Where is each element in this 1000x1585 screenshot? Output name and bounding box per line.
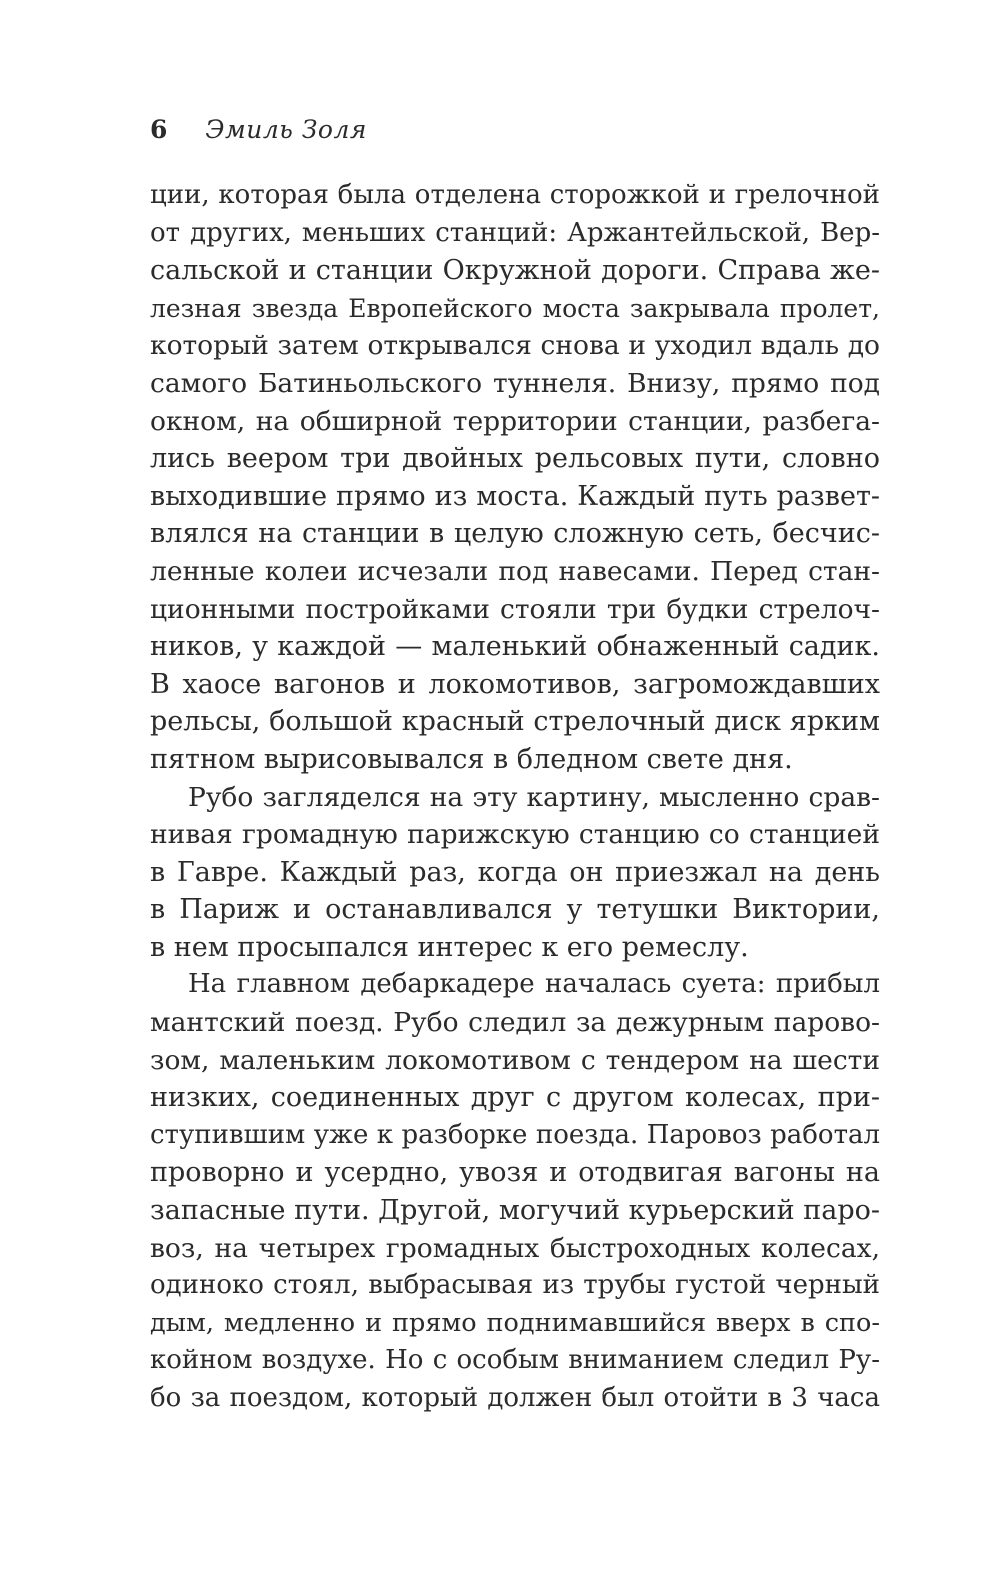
text-line: самого Батиньольского туннеля. Внизу, прямо под: [150, 367, 880, 399]
text-line: На главном дебаркадере началась суета: прибыл: [188, 969, 880, 1000]
text-line: в Гавре. Каждый раз, когда он приезжал на день: [150, 856, 880, 888]
text-line: пятном вырисовывался в бледном свете дня.: [150, 743, 793, 775]
text-line: окном, на обширной территории станции, разбега-: [150, 405, 880, 437]
text-line: ленные колеи исчезали под навесами. Перед стан-: [150, 555, 880, 587]
text-line: бо за поездом, который должен был отойти в 3 часа: [150, 1383, 880, 1413]
text-line: в нем просыпался интерес к его ремеслу.: [150, 931, 749, 963]
text-line: проворно и усердно, увозя и отодвигая вагоны на: [150, 1157, 880, 1189]
text-line: В хаосе вагонов и локомотивов, загромождавших: [150, 668, 880, 700]
text-line: мантский поезд. Рубо следил за дежурным парово-: [150, 1007, 880, 1039]
body-text: [150, 177, 880, 1418]
text-line: воз, на четырех громадных быстроходных колесах,: [150, 1232, 880, 1264]
text-line: одиноко стоял, выбрасывая из трубы густой черный: [150, 1270, 880, 1301]
text-line: низких, соединенных друг с другом колесах, при-: [150, 1082, 880, 1114]
text-line: который затем открывался снова и уходил вдаль до: [150, 330, 880, 362]
text-line: запасные пути. Другой, могучий курьерский паро-: [150, 1195, 880, 1227]
text-line: лезная звезда Европейского моста закрывала пролет,: [150, 293, 880, 323]
text-line: койном воздухе. Но с особым вниманием следил Ру-: [150, 1345, 880, 1376]
text-line: выходившие прямо из моста. Каждый путь развет-: [150, 480, 880, 512]
author-name: Эмиль Золя: [205, 115, 367, 144]
text-line: рельсы, большой красный стрелочный диск ярким: [150, 706, 880, 738]
page-number: 6: [150, 115, 168, 144]
text-line: в Париж и останавливался у тетушки Виктории,: [150, 894, 880, 926]
text-line: от других, меньших станций: Аржантейльской, Вер-: [150, 217, 880, 248]
running-head: [150, 115, 367, 155]
text-line: сальской и станции Окружной дороги. Справа же-: [150, 255, 880, 287]
text-line: ступившим уже к разборке поезда. Паровоз работал: [150, 1119, 880, 1150]
text-line: лись веером три двойных рельсовых пути, словно: [150, 443, 880, 475]
text-line: ции, которая была отделена сторожкой и грелочной: [150, 180, 880, 210]
text-line: ционными постройками стояли три будки стрелоч-: [150, 593, 880, 625]
text-line: зом, маленьким локомотивом с тендером на шести: [150, 1044, 880, 1076]
text-line: дым, медленно и прямо поднимавшийся вверх в спо-: [150, 1307, 880, 1338]
text-line: ников, у каждой — маленький обнаженный садик.: [150, 631, 880, 663]
text-line: нивая громадную парижскую станцию со станцией: [150, 819, 880, 851]
text-line: влялся на станции в целую сложную сеть, бесчис-: [150, 518, 880, 550]
text-line: Рубо загляделся на эту картину, мысленно срав-: [188, 781, 880, 813]
